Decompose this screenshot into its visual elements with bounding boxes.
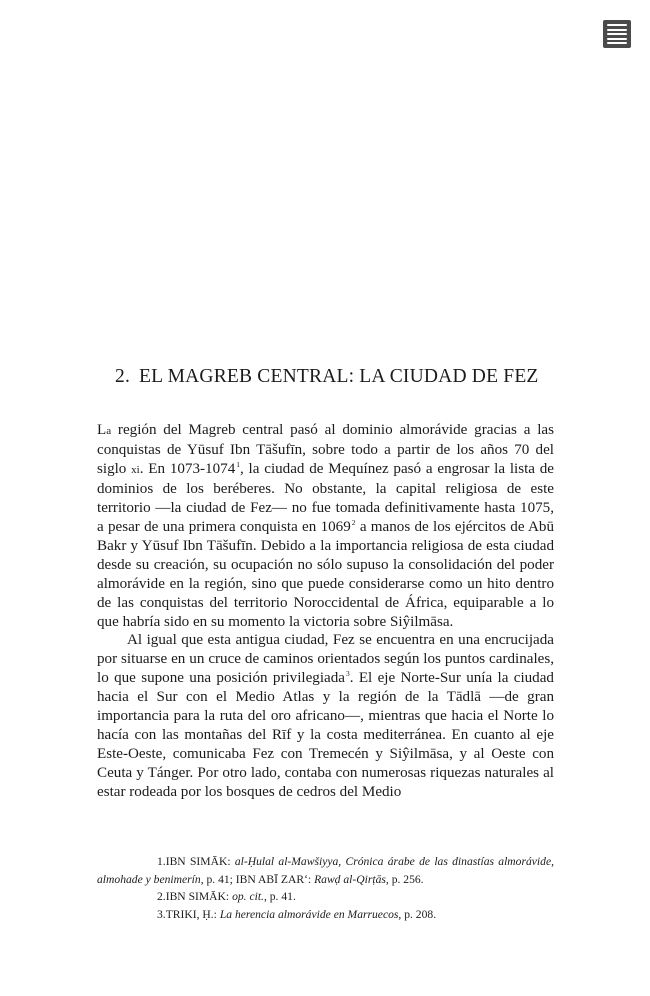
dropcap-rest: a [106, 425, 112, 437]
footnote-title: al-Ḥulal al-Mawšiyya, Crónica árabe de las dinastías almorávide, almohade y benimerín [97, 855, 554, 886]
chapter-title-text: EL MAGREB CENTRAL: LA CIUDAD DE FEZ [139, 366, 539, 387]
menu-line [607, 38, 627, 40]
chapter-number: 2. [115, 366, 131, 387]
menu-line [607, 24, 627, 26]
text-run: Al igual que esta antigua ciudad, Fez se encuentra en una encrucijada por situarse en un cruce de caminos orientados según los puntos cardinales, lo que supone una posición privilegiada [97, 632, 554, 687]
footnote-number: 3. [157, 907, 166, 921]
footnote-title: op. cit. [232, 890, 264, 904]
footnote-pages: , p. 256. [385, 872, 424, 886]
menu-line [607, 42, 627, 44]
dropcap: L [97, 422, 107, 438]
footnote-text: , p. 41; IBN ABĪ ZAR‘: [200, 872, 315, 886]
text-run: , la ciudad de Mequínez pasó a engrosar la lista de dominios de los beréberes. No obstante, la capital religiosa de este territorio —la ciudad de Fez— no fue tomada definitivamente hasta 1075, a pesar de una primera conquista en 1069 [97, 460, 555, 535]
footnote-number: 1. [157, 855, 166, 868]
paragraph-2 [97, 631, 554, 802]
century-numeral: xi [131, 463, 140, 476]
footnote-number: 2. [157, 890, 166, 904]
footnote-3 [97, 906, 554, 924]
text-run: a manos de los ejércitos de Abū Bakr y Yūsuf Ibn Tāšufīn. Debido a la importancia religiosa de esta ciudad desde su creación, su ocupación no sólo supuso la consolidación del poder almorávide en la región, sino que puede considerarse como un hito dentro de las conquistas del territorio Noroccidental de África, equiparable a lo que habría sido en su momento la victoria sobre Siŷilmāsa. [97, 518, 554, 630]
menu-line [607, 33, 627, 35]
text-run: . El eje Norte-Sur unía la ciudad hacia el Sur con el Medio Atlas y la región de la Tādlā —de gran importancia para la ruta del oro africano—, mientras que hacia el Norte lo hacía con las montañas del Rīf y la costa mediterránea. En cuanto al eje Este-Oeste, comunicaba Fez con Tremecén y Siŷilmāsa, y al Oeste con Ceuta y Tánger. Por otro lado, contaba con numerosas riquezas naturales al estar rodeada por los bosques de cedros del Medio [97, 670, 554, 801]
footnote-title: La herencia almorávide en Marruecos [219, 907, 399, 921]
footnote-ref-2[interactable]: 2 [351, 517, 356, 527]
footnote-author: TRIKI, Ḥ.: [165, 907, 220, 921]
footnote-1 [97, 853, 554, 888]
footnote-title: Rawḍ al-Qirṭās [314, 872, 386, 886]
footnote-author: IBN SIMĀK: [165, 890, 233, 904]
footnote-pages: , p. 41. [263, 890, 296, 904]
footnotes [97, 853, 554, 923]
footnote-author: IBN SIMĀK: [165, 855, 235, 868]
footnote-pages: , p. 208. [398, 907, 437, 921]
menu-line [607, 29, 627, 31]
footnote-ref-3[interactable]: 3 [345, 669, 350, 679]
paragraph-1 [97, 421, 554, 631]
body-text [97, 421, 554, 802]
footnote-ref-1[interactable]: 1 [236, 459, 240, 469]
text-run: . En 1073-1074 [139, 460, 236, 477]
menu-icon[interactable] [603, 20, 631, 48]
text-run: región del Magreb central pasó al dominio almorávide gracias a las conquistas de Yūsuf Ibn Tāšufīn, sobre todo a partir de los años 70 del siglo [97, 422, 554, 477]
footnote-2 [97, 888, 554, 906]
chapter-title [115, 366, 539, 388]
